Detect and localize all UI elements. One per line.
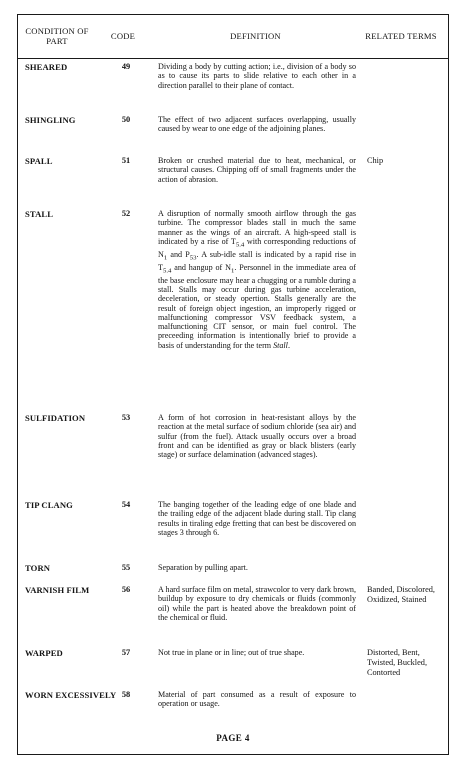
term-cell: SHINGLING [25,115,76,125]
header-code: CODE [110,31,136,41]
term-cell: VARNISH FILM [25,585,90,595]
definition-cell: The effect of two adjacent surfaces overlapping, usually caused by wear to one edge of the adjoining planes. [158,115,356,134]
code-cell: 50 [121,115,131,124]
code-cell: 54 [121,500,131,509]
header-definition: DEFINITION [230,31,281,41]
code-cell: 58 [121,690,131,699]
code-cell: 56 [121,585,131,594]
header-related-terms: RELATED TERMS [365,31,437,41]
term-cell: WARPED [25,648,63,658]
page-number: PAGE 4 [216,733,250,743]
definitions-table [17,14,449,755]
definition-cell: Broken or crushed material due to heat, mechanical, or structural causes. Chipping off of small fragments under the action of abrasion. [158,156,356,184]
term-cell: TIP CLANG [25,500,73,510]
code-cell: 53 [121,413,131,422]
definition-cell: Not true in plane or in line; out of true shape. [158,648,305,657]
definition-cell: A hard surface film on metal, strawcolor to very dark brown, buildup by exposure to dry chemicals or fluids (commonly oil) while the part is heated above the breakdown point of the chemical or fluid. [158,585,356,622]
definition-cell: Material of part consumed as a result of exposure to operation or usage. [158,690,356,709]
term-cell: STALL [25,209,54,219]
definition-cell: A form of hot corrosion in heat-resistant alloys by the reaction at the metal surface of sodium chloride (sea air) and sulfur (from the fuel). Attack usually occurs over a broad front and can be identified as gray or black blisters (early stage) or surface delamination (advanced stages). [158,413,356,460]
code-cell: 52 [121,209,131,218]
term-cell: SULFIDATION [25,413,86,423]
header-condition: CONDITION OF PART [25,26,89,46]
code-cell: 55 [121,563,131,572]
table-header [18,15,448,59]
related-terms-cell: Banded, Discolored, Oxidized, Stained [367,585,435,604]
definition-cell: Separation by pulling apart. [158,563,248,572]
related-terms-cell: Distorted, Bent, Twisted, Buckled, Contorted [367,648,428,677]
code-cell: 49 [121,62,131,71]
code-cell: 51 [121,156,131,165]
definition-cell: Dividing a body by cutting action; i.e., division of a body so as to cause its parts to slide relative to each other in a direction parallel to their plane of contact. [158,62,356,90]
code-cell: 57 [121,648,131,657]
related-terms-cell: Chip [367,156,384,165]
definition-cell: A disruption of normally smooth airflow through the gas turbine. The compressor blades stall in much the same manner as the wings of an aircraft. A high-speed stall is indicated by a rise of $T_{5.4}$ with corresponding reductions of $N_1$ and $P_{53}$. A sub-idle stall is indicated by a rapid rise in $T_{5.4}$ and hangup of $N_1$. Personnel in the immediate area of the base enclosure may hear a chugging or a rumble during a stall. Stalls may occur during gas turbine acceleration, deceleration, or steady opertion. Stalls generally are the result of foreign object ingestion, an improperly rigged or malfunctioning compressor VSV feedback system, a malfunctioning CIT sensor, or main fuel control. The preceeding information is intentionally brief to provide a basis of understanding for the term Stall. [158,209,357,350]
term-cell: SPALL [25,156,53,166]
definition-cell: The banging together of the leading edge of one blade and the trailing edge of the adjacent blade during stall. Tip clang results in tiraling edge fretting that can best be discovered on stages 3 through 6. [158,500,356,537]
term-cell: TORN [25,563,51,573]
term-cell: SHEARED [25,62,68,72]
term-cell: WORN EXCESSIVELY [25,690,117,700]
